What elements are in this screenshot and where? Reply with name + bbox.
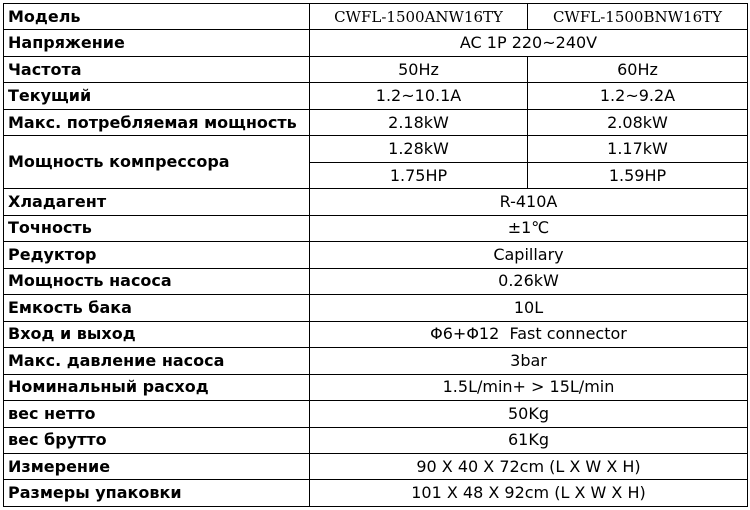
row-reducer — [4, 242, 748, 268]
value-current-b: 1.2~9.2A — [528, 83, 748, 109]
value-gross-weight: 61Kg — [310, 427, 748, 453]
label-gross-weight: вес брутто — [4, 427, 310, 453]
value-frequency-a: 50Hz — [310, 56, 528, 82]
value-max-pump-pressure: 3bar — [310, 348, 748, 374]
label-voltage: Напряжение — [4, 30, 310, 56]
row-dimensions — [4, 453, 748, 479]
value-current-a: 1.2~10.1A — [310, 83, 528, 109]
label-pump-power: Мощность насоса — [4, 268, 310, 294]
row-package-dimensions — [4, 480, 748, 507]
label-current: Текущий — [4, 83, 310, 109]
value-compressor-kw-a: 1.28kW — [310, 136, 528, 162]
row-compressor-power-kw — [4, 136, 748, 162]
value-compressor-hp-a: 1.75HP — [310, 162, 528, 188]
value-accuracy: ±1℃ — [310, 215, 748, 241]
value-rated-flow: 1.5L/min+ > 15L/min — [310, 374, 748, 400]
label-accuracy: Точность — [4, 215, 310, 241]
label-rated-flow: Номинальный расход — [4, 374, 310, 400]
label-frequency: Частота — [4, 56, 310, 82]
value-reducer: Capillary — [310, 242, 748, 268]
row-inlet-outlet — [4, 321, 748, 347]
value-frequency-b: 60Hz — [528, 56, 748, 82]
row-refrigerant — [4, 189, 748, 215]
value-inlet-outlet: Φ6+Φ12 Fast connector — [310, 321, 748, 347]
value-dimensions: 90 X 40 X 72cm (L X W X H) — [310, 453, 748, 479]
spec-table — [3, 3, 748, 507]
label-dimensions: Измерение — [4, 453, 310, 479]
row-pump-power — [4, 268, 748, 294]
label-net-weight: вес нетто — [4, 401, 310, 427]
label-max-pump-pressure: Макс. давление насоса — [4, 348, 310, 374]
label-tank-capacity: Емкость бака — [4, 295, 310, 321]
row-accuracy — [4, 215, 748, 241]
row-frequency — [4, 56, 748, 82]
value-model-a: CWFL-1500ANW16TY — [310, 4, 528, 30]
value-max-power-a: 2.18kW — [310, 109, 528, 135]
row-max-power — [4, 109, 748, 135]
value-model-b: CWFL-1500BNW16TY — [528, 4, 748, 30]
label-package-dimensions: Размеры упаковки — [4, 480, 310, 507]
row-gross-weight — [4, 427, 748, 453]
value-voltage: AC 1P 220~240V — [310, 30, 748, 56]
row-tank-capacity — [4, 295, 748, 321]
label-inlet-outlet: Вход и выход — [4, 321, 310, 347]
value-tank-capacity: 10L — [310, 295, 748, 321]
label-model: Модель — [4, 4, 310, 30]
row-model — [4, 4, 748, 30]
value-compressor-hp-b: 1.59HP — [528, 162, 748, 188]
label-refrigerant: Хладагент — [4, 189, 310, 215]
row-net-weight — [4, 401, 748, 427]
row-voltage — [4, 30, 748, 56]
value-net-weight: 50Kg — [310, 401, 748, 427]
value-refrigerant: R-410A — [310, 189, 748, 215]
value-compressor-kw-b: 1.17kW — [528, 136, 748, 162]
label-compressor-power: Мощность компрессора — [4, 136, 310, 189]
value-package-dimensions: 101 X 48 X 92cm (L X W X H) — [310, 480, 748, 507]
row-max-pump-pressure — [4, 348, 748, 374]
value-pump-power: 0.26kW — [310, 268, 748, 294]
row-current — [4, 83, 748, 109]
label-max-power: Макс. потребляемая мощность — [4, 109, 310, 135]
value-max-power-b: 2.08kW — [528, 109, 748, 135]
row-rated-flow — [4, 374, 748, 400]
label-reducer: Редуктор — [4, 242, 310, 268]
